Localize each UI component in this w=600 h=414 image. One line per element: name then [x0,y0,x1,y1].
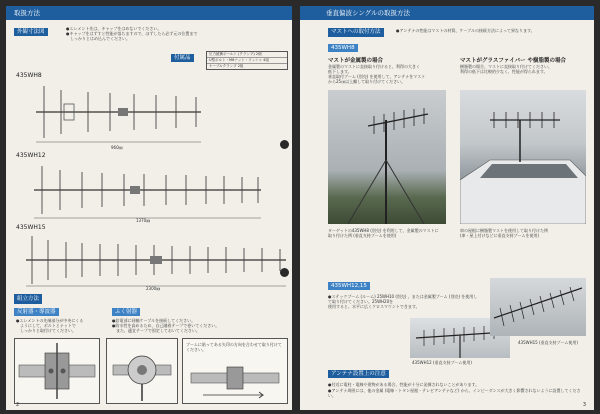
length-435wh12: 1370㎜ [136,218,151,223]
intro-line-2: ●キャップをはずすと性能が落ちますので、ほずしたら必ず元の位置まで [66,31,198,36]
antenna-diagram-435wh8 [26,76,206,148]
wh15-photo [490,278,586,336]
fiber-mast-title: マストがグラスファイバー や樹脂製の場合 [460,58,567,64]
right-header-note: ●アンテナの性能はマストの材質、ケーブルの接続方法によって異なります。 [396,28,535,33]
feeder-text-1: ●給電部に同軸ケーブルを接続してください。 [112,318,196,323]
metal-mast-photo [328,90,446,224]
model-chip-435wh12-15: 435WH12,15 [328,282,370,290]
reflector-text-2: ようにして、ボルトとナットで [16,323,76,328]
metal-text-3: 垂直取付ブーム (別売) を使用して、アンテナをマスト [328,74,426,79]
fiber-text-1: 樹脂製の場合、マストに直接取り付けてください。 [460,64,552,69]
fiber-text-2: 利得の低下は比較的少なく、性能が得られます。 [460,69,548,74]
reflector-chip: 反射器・導波器 [14,308,59,316]
outline-chip: 外観寸法図 [14,28,48,36]
mast-chip: マストへの取付方法 [328,28,384,37]
photo-label-wh12: 435WH12 (垂直支持ブーム使用) [412,360,472,365]
right-page [300,6,594,410]
reflector-diagram [14,338,100,404]
model-label-435wh12: 435WH12 [16,152,46,159]
wh15-antenna-illustration [490,278,586,336]
boom-arrow-illustration [183,339,287,403]
left-page-number: 2 [16,402,20,408]
caution-chip: アンテナ設置上の注意 [328,370,389,378]
binder-hole-left-top [280,140,289,149]
metal-text-2: 低下します。 [328,69,352,74]
model2-text-2: 使用すると、水平に広くクロスマウントできます。 [328,304,420,309]
feeder-diagram [106,338,178,404]
model-chip-435wh8: 435WH8 [328,44,358,52]
feeder-text-2: ●防水性を高めるため、自己融着テープで巻いてください。 [112,323,220,328]
antenna-diagram-435wh12 [26,158,266,222]
length-435wh8: 960㎜ [111,145,123,150]
boom-note-text: ブームに貼ってある矢印の方向を合わせて取り付けてください。 [186,342,282,352]
accessories-chip: 付属品 [171,54,194,62]
reflector-clamp-illustration [15,339,99,403]
feeder-chip: ふく射器 [112,308,140,316]
antenna-diagram-435wh15 [20,230,290,290]
car-mast-photo [460,90,586,224]
feeder-text-3: また、適宜テープで固定しておいてください。 [112,328,200,333]
model-label-435wh8: 435WH8 [16,72,42,79]
caption-right-2: (車・屋上付けなどに垂直支持ブームを使用) [460,233,540,238]
caption-left-1: ターゲットの435WH8 (別売) を利用して、金属製のマストに [328,228,439,233]
model-label-435wh15: 435WH15 [16,224,46,231]
boom-note-box [182,338,288,404]
caution-text-1: ●付近に電柱・電線や建物がある場合、性能が十分に発揮されないことがあります。 [328,382,480,387]
caption-left-2: 取り付けた例 (垂直支持ブームを使用) [328,233,397,238]
reflector-text-1: ●エレメントの先端部分が中央にくる [16,318,84,323]
model2-text-1: ●ステックブーム (ルーム) 25WH10 (別売) 、または金属製ブーム (別売) を使用して取り付けてください。25WH20を [328,294,478,304]
intro-line-1: ●エレメント先は、キャップをはめないでください。 [66,26,162,31]
metal-text-4: から25㎝以上離して取り付けてください。 [328,79,406,84]
mast-antenna-illustration [328,90,446,224]
caution-text-2: ●アンテナ周囲には、他の金属 (電線・トタン屋根・テレビアンテナなど) から、インピーダンスが大きく影響されないように設置してください。 [328,388,581,398]
accessory-row: ケーブルクランプ 2組 [209,64,244,68]
right-header-title: 垂直偏波シングルの取扱方法 [326,9,411,17]
accessory-row: U型ボルト・M6ナット・ワッシャ 4組 [207,58,287,64]
accessories-table [206,51,288,70]
feeder-unit-illustration [107,339,177,403]
photo-label-wh15: 435WH15 (垂直支持ブーム使用) [518,340,578,345]
reflector-text-3: しっかりと取付けてください。 [16,328,76,333]
binder-hole-left-bottom [280,268,289,277]
car-antenna-illustration [460,90,586,224]
caption-right-1: 車の屋根に樹脂製マストを使用して取り付けた例 [460,228,548,233]
assembly-header: 組立方法 [14,294,42,304]
intro-line-3: しっかりとはめ込んでください。 [66,36,130,41]
right-header-bar [300,6,594,20]
left-page [6,6,292,410]
metal-mast-title: マストが金属製の場合 [328,58,384,64]
right-page-number: 3 [582,402,586,408]
left-header-bar [6,6,292,20]
accessory-row: 圧力緩衝ボールト (クランプ) 2個 [207,52,287,58]
length-435wh15: 2300㎜ [146,286,161,291]
left-header-title: 取扱方法 [14,9,40,17]
metal-text-1: 金属製のマストに直接取り付けると、利得の大きく [328,64,420,69]
